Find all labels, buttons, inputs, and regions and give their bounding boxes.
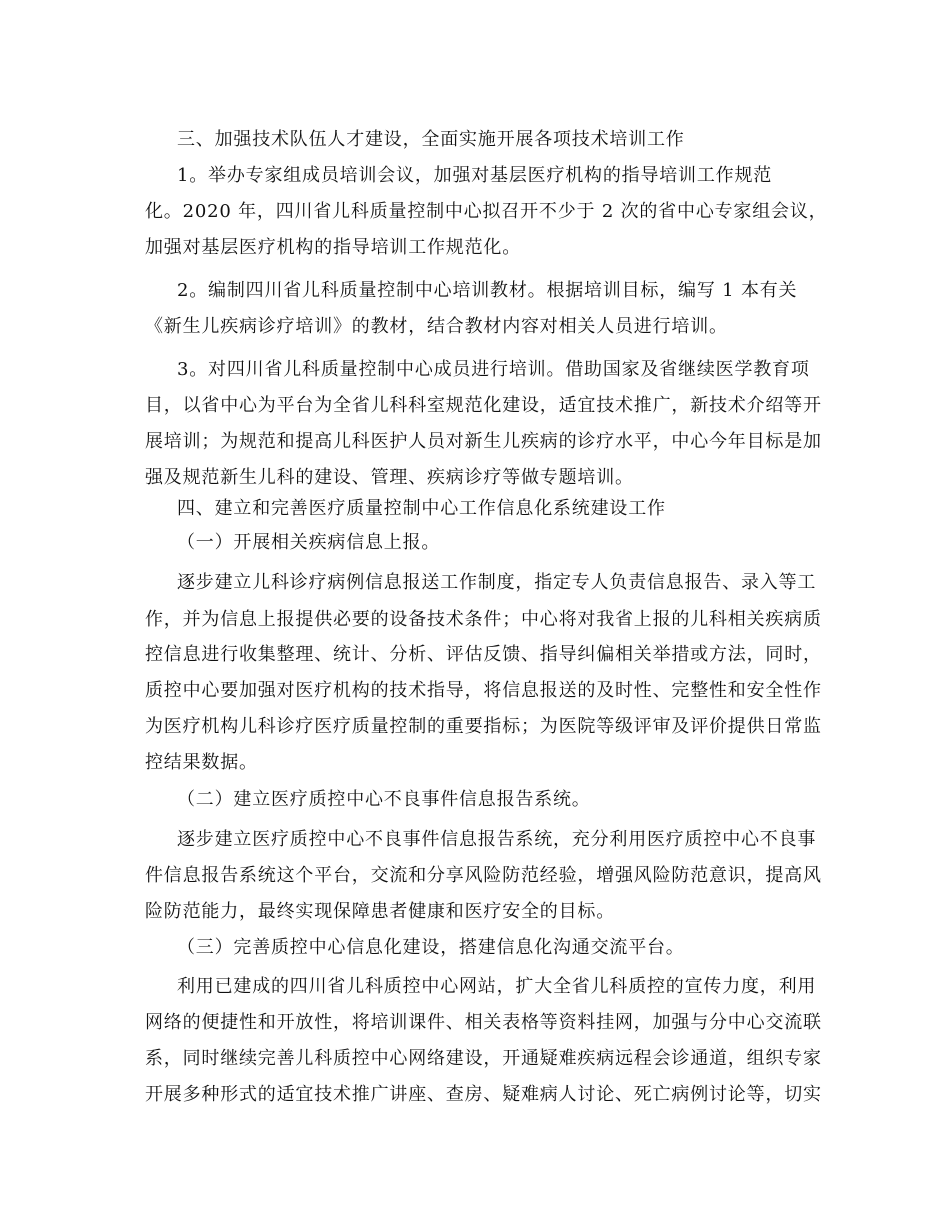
section-heading-3: 三、加强技术队伍人才建设，全面实施开展各项技术培训工作 [177, 129, 685, 150]
paragraph-line: 利用已建成的四川省儿科质控中心网站，扩大全省儿科质控的宣传力度，利用 [177, 976, 817, 997]
paragraph-line: 作，并为信息上报提供必要的设备技术条件；中心将对我省上报的儿科相关疾病质 [145, 609, 822, 630]
subsection-heading-1: （一）开展相关疾病信息上报。 [177, 532, 441, 553]
paragraph-line: 《新生儿疾病诊疗培训》的教材，结合教材内容对相关人员进行培训。 [145, 316, 728, 337]
subsection-heading-3: （三）完善质控中心信息化建设，搭建信息化沟通交流平台。 [177, 937, 685, 958]
paragraph-line: 强及规范新生儿科的建设、管理、疾病诊疗等做专题培训。 [145, 467, 634, 488]
paragraph-line: 逐步建立医疗质控中心不良事件信息报告系统，充分利用医疗质控中心不良事 [177, 829, 817, 850]
paragraph-line: 逐步建立儿科诊疗病例信息报送工作制度，指定专人负责信息报告、录入等工 [177, 572, 817, 593]
paragraph-line: 控信息进行收集整理、统计、分析、评估反馈、指导纠偏相关举措或方法，同时， [145, 644, 822, 665]
paragraph-line: 目，以省中心为平台为全省儿科科室规范化建设，适宜技术推广，新技术介绍等开 [145, 395, 822, 416]
paragraph-line: 系，同时继续完善儿科质控中心网络建设，开通疑难疾病远程会诊通道，组织专家 [145, 1048, 822, 1069]
paragraph-line: 质控中心要加强对医疗机构的技术指导，将信息报送的及时性、完整性和安全性作 [145, 680, 822, 701]
paragraph-line: 展培训；为规范和提高儿科医护人员对新生儿疾病的诊疗水平，中心今年目标是加 [145, 431, 822, 452]
paragraph-line: 为医疗机构儿科诊疗医疗质量控制的重要指标；为医院等级评审及评价提供日常监 [145, 716, 822, 737]
paragraph-line: 3。对四川省儿科质量控制中心成员进行培训。借助国家及省继续医学教育项 [177, 359, 810, 380]
paragraph-line: 件信息报告系统这个平台，交流和分享风险防范经验，增强风险防范意识，提高风 [145, 865, 822, 886]
paragraph-line: 险防范能力，最终实现保障患者健康和医疗安全的目标。 [145, 901, 615, 922]
paragraph-line: 控结果数据。 [145, 752, 258, 773]
subsection-heading-2: （二）建立医疗质控中心不良事件信息报告系统。 [177, 789, 591, 810]
paragraph-line: 2。编制四川省儿科质量控制中心培训教材。根据培训目标，编写 1 本有关 [177, 280, 798, 301]
paragraph-line: 化。2020 年，四川省儿科质量控制中心拟召开不少于 2 次的省中心专家组会议， [145, 201, 828, 222]
paragraph-line: 开展多种形式的适宜技术推广讲座、查房、疑难病人讨论、死亡病例讨论等，切实 [145, 1084, 822, 1105]
paragraph-line: 网络的便捷性和开放性，将培训课件、相关表格等资料挂网，加强与分中心交流联 [145, 1012, 822, 1033]
paragraph-line: 1。举办专家组成员培训会议，加强对基层医疗机构的指导培训工作规范 [177, 165, 773, 186]
paragraph-line: 加强对基层医疗机构的指导培训工作规范化。 [145, 237, 521, 258]
section-heading-4: 四、建立和完善医疗质量控制中心工作信息化系统建设工作 [177, 498, 666, 519]
